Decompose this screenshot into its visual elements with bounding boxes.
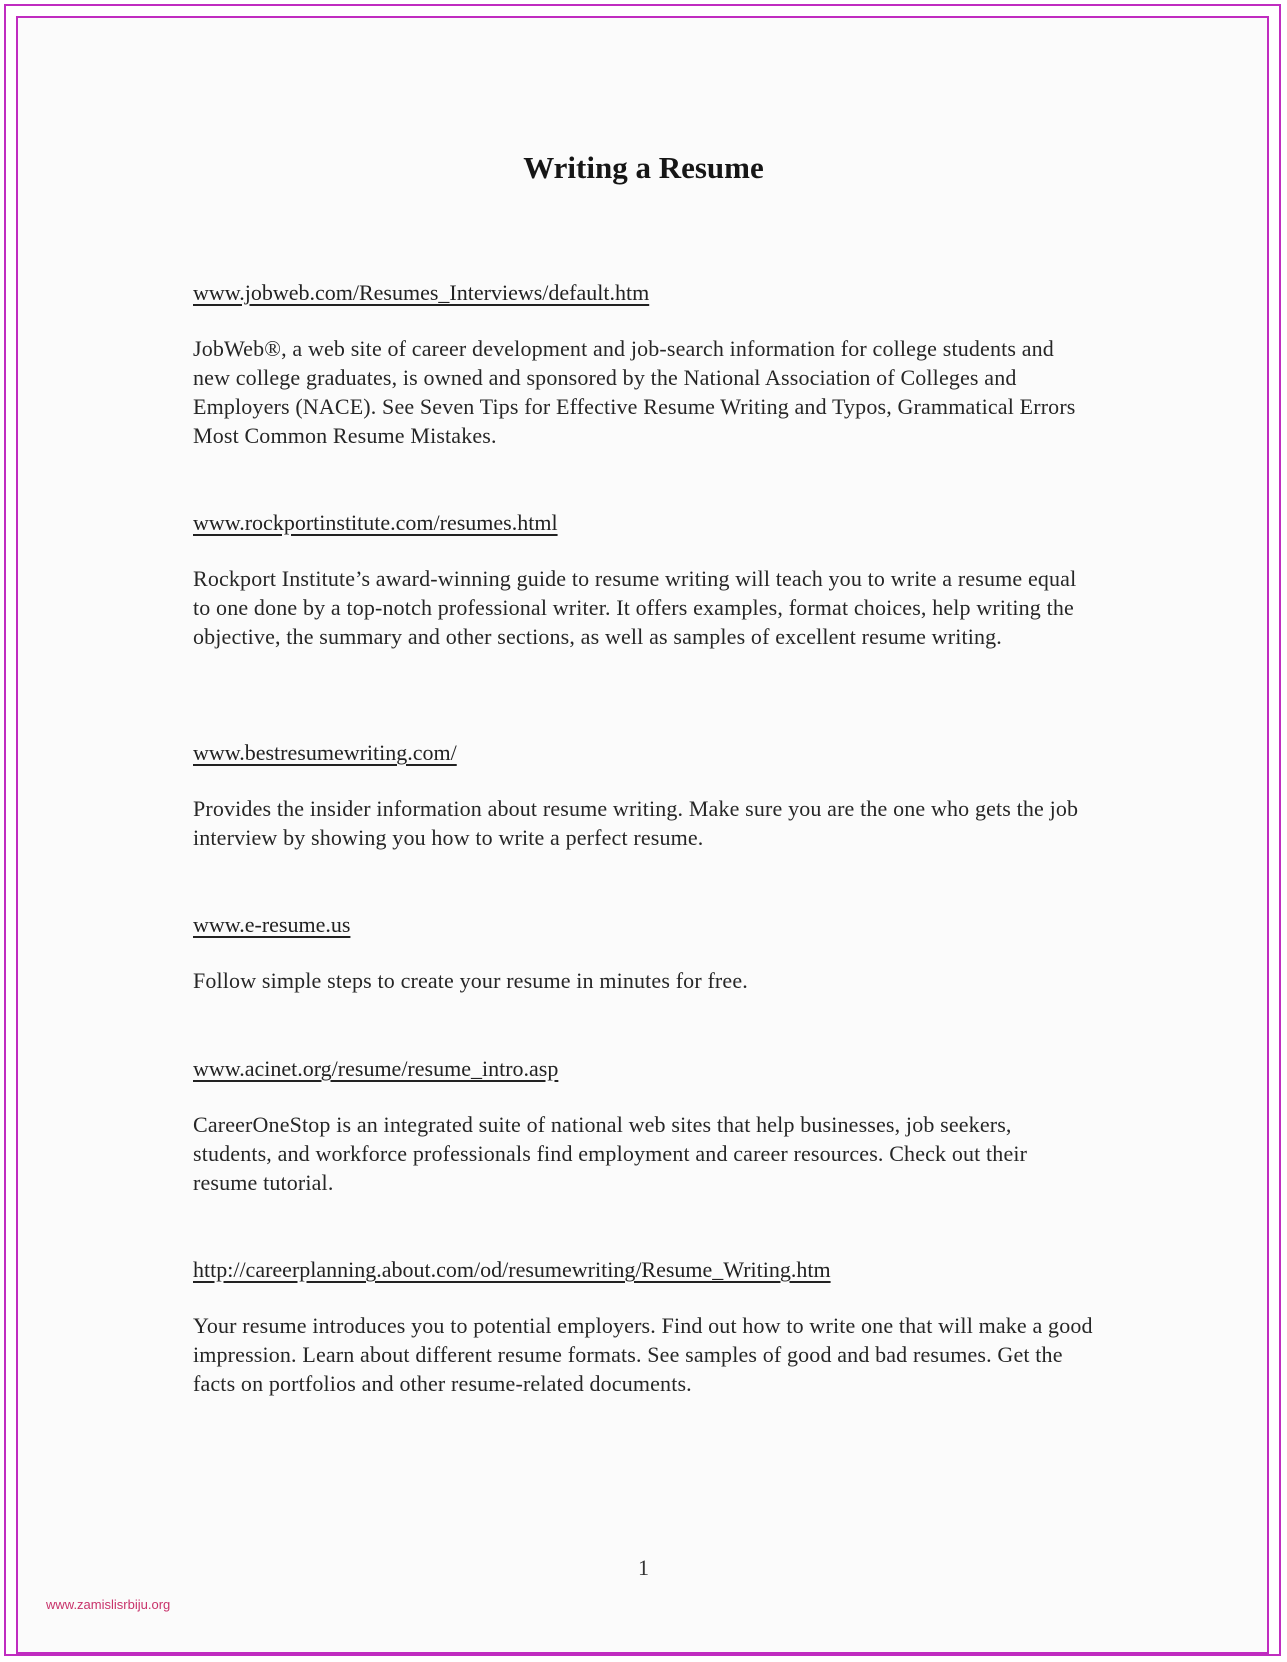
resource-entry-rockport: [193, 510, 1093, 651]
resource-entry-e-resume: [193, 912, 1093, 995]
resource-entry-careerplanning: [193, 1257, 1093, 1398]
document-title: Writing a Resume: [523, 150, 764, 185]
url-link[interactable]: http://careerplanning.about.com/od/resumewriting/Resume_Writing.htm: [193, 1257, 831, 1282]
entry-description: Follow simple steps to create your resume in minutes for free.: [193, 968, 748, 993]
resource-entry-bestresumewriting: [193, 740, 1093, 852]
url-link[interactable]: www.acinet.org/resume/resume_intro.asp: [193, 1056, 559, 1081]
page-number: 1: [638, 1555, 649, 1580]
url-link[interactable]: www.bestresumewriting.com/: [193, 740, 457, 765]
entry-description: Provides the insider information about resume writing. Make sure you are the one who gets the job interview by showing you how to write a perfect resume.: [193, 796, 1079, 850]
url-link[interactable]: www.e-resume.us: [193, 912, 351, 937]
entry-description: Your resume introduces you to potential employers. Find out how to write one that will make a good impression. Learn about different resume formats. See samples of good and bad resumes. Get the facts on portfolios and other resume-related documents.: [193, 1313, 1093, 1396]
entry-description: Rockport Institute’s award-winning guide to resume writing will teach you to write a resume equal to one done by a top-notch professional writer. It offers examples, format choices, help writing the objective, the summary and other sections, as well as samples of excellent resume writing.: [193, 566, 1077, 649]
resource-entry-acinet: [193, 1056, 1093, 1197]
resource-entry-jobweb: [193, 280, 1093, 450]
entry-description: CareerOneStop is an integrated suite of national web sites that help businesses, job seekers, students, and workforce professionals find employment and career resources. Check out their resume tutorial.: [193, 1112, 1028, 1195]
watermark: www.zamislisrbiju.org: [46, 1597, 171, 1612]
url-link[interactable]: www.rockportinstitute.com/resumes.html: [193, 510, 558, 535]
entry-description: JobWeb®, a web site of career development and job-search information for college students and new college graduates, is owned and sponsored by the National Association of Colleges and Employers (NACE). See Seven Tips for Effective Resume Writing and Typos, Grammatical Errors Most Common Resume Mistakes.: [193, 336, 1076, 448]
url-link[interactable]: www.jobweb.com/Resumes_Interviews/default.htm: [193, 280, 650, 305]
